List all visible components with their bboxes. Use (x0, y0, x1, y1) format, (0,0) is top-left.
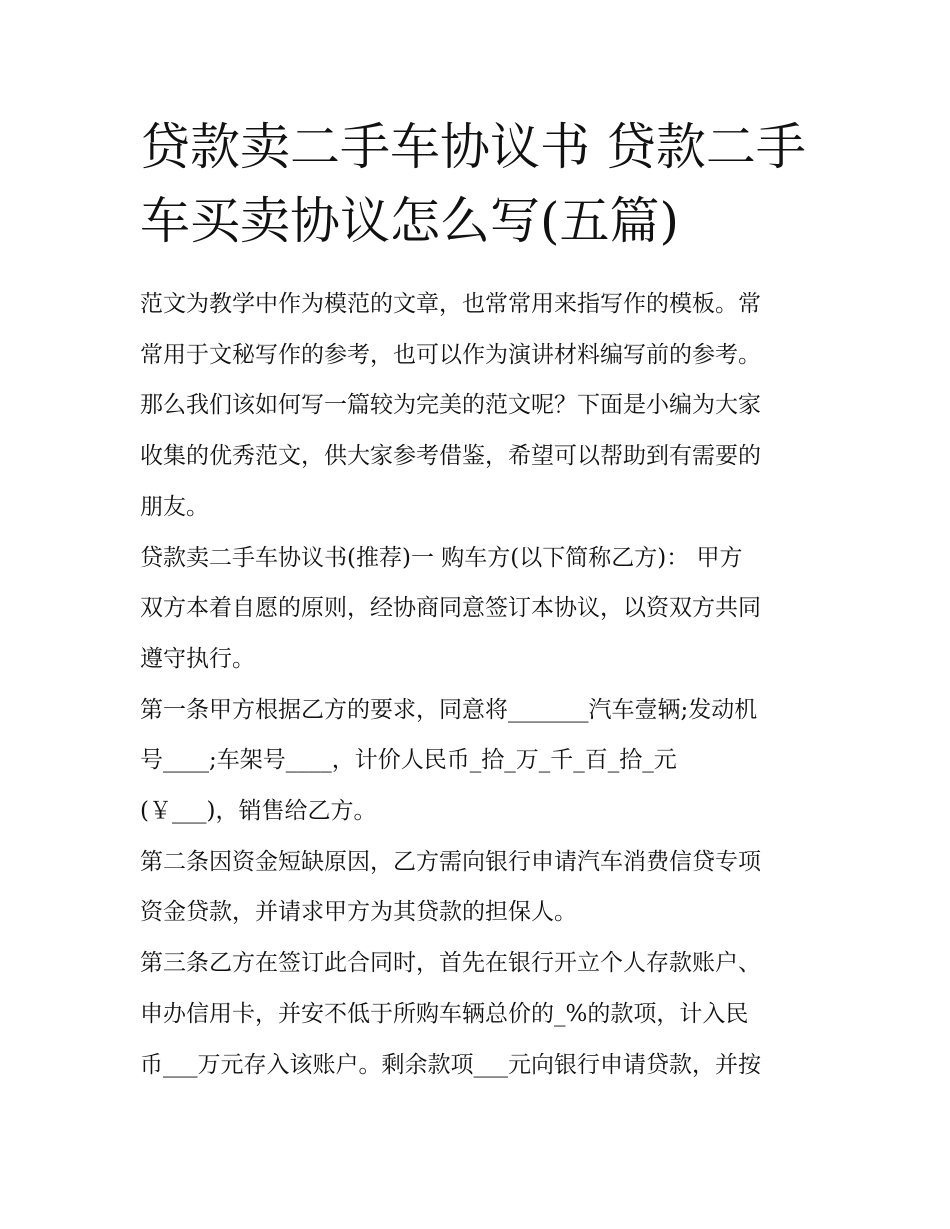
text-line: 朋友。 (140, 493, 209, 520)
text-line: 号____;车架号____，计价人民币_拾_万_千_百_拾_元 (140, 747, 677, 774)
intro-paragraph (140, 279, 820, 533)
text-line: 第三条乙方在签订此合同时，首先在银行开立个人存款账户、 (140, 950, 761, 977)
text-line: 范文为教学中作为模范的文章，也常常用来指写作的模板。常 (140, 291, 761, 317)
article-three-paragraph (140, 938, 820, 1090)
text-line: 第二条因资金短缺原因，乙方需向银行申请汽车消费信贷专项 (140, 848, 761, 875)
text-line: (￥___)，销售给乙方。 (140, 798, 377, 825)
text-line: 收集的优秀范文，供大家参考借鉴，希望可以帮助到有需要的 (140, 443, 761, 470)
text-line: 那么我们该如何写一篇较为完美的范文呢？下面是小编为大家 (140, 392, 761, 419)
article-one-paragraph (140, 685, 820, 837)
title-line: 车买卖协议怎么写(五篇) (140, 192, 680, 250)
document-body (140, 279, 820, 1090)
text-line: 资金贷款，并请求甲方为其贷款的担保人。 (140, 899, 577, 926)
title-line: 贷款卖二手车协议书 贷款二手 (140, 118, 806, 176)
text-line: 第一条甲方根据乙方的要求，同意将_______汽车壹辆;发动机 (140, 696, 758, 723)
text-line: 贷款卖二手车协议书(推荐)一 购车方(以下简称乙方)： 甲方 (140, 544, 743, 571)
text-line: 双方本着自愿的原则，经协商同意签订本协议，以资双方共同 (140, 595, 761, 622)
document-title (140, 110, 830, 258)
agreement-heading-paragraph (140, 533, 820, 685)
article-two-paragraph (140, 837, 820, 938)
text-line: 币___万元存入该账户。剩余款项___元向银行申请贷款，并按 (140, 1051, 761, 1078)
text-line: 常用于文秘写作的参考，也可以作为演讲材料编写前的参考。 (140, 341, 761, 368)
text-line: 遵守执行。 (140, 645, 255, 672)
text-line: 申办信用卡，并安不低于所购车辆总价的_%的款项，计入民 (140, 1000, 749, 1027)
